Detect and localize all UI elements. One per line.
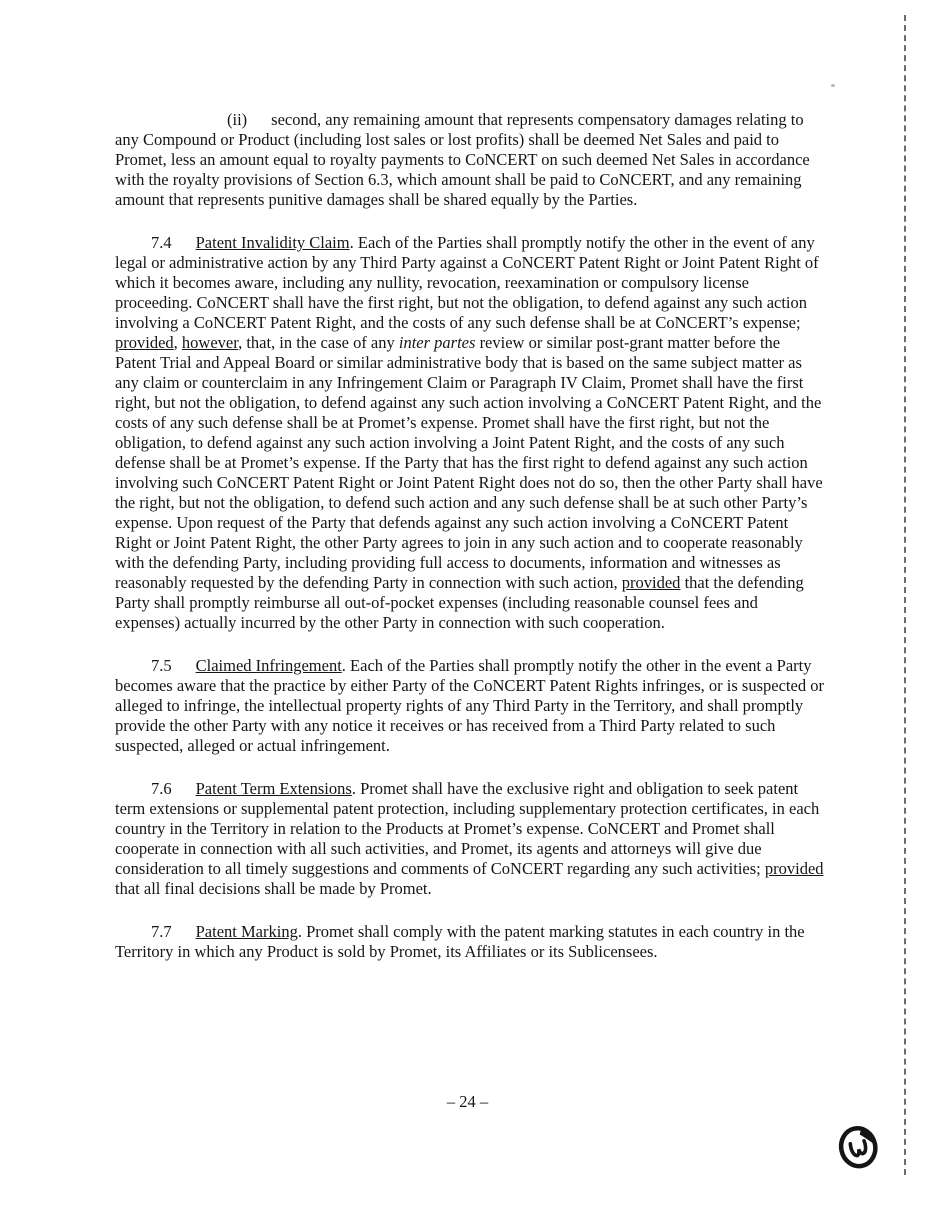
paragraph-clause-ii: (ii) second, any remaining amount that represents compensatory damages relating to any Compound or Product (including lost sales or lost profits) shall be deemed Net Sales and paid to Promet, less an amount equal to royalty payments to CoNCERT on such deemed Net Sales in accordance with the royalty provisions of Section 6.3, which amount shall be paid to CoNCERT, and any remaining amount that represents punitive damages shall be shared equally by the Parties. (115, 110, 810, 209)
vertical-scan-line (904, 15, 906, 1175)
paragraph-section-7-6: 7.6 Patent Term Extensions. Promet shall have the exclusive right and obligation to seek patent term extensions or supplemental patent protection, including supplementary protection certificates, in each country in the Territory in relation to the Products at Promet’s expense. CoNCERT and Promet shall cooperate in connection with all such activities, and Promet, its agents and attorneys will give due consideration to all timely suggestions and comments of CoNCERT regarding any such activities; provided that all final decisions shall be made by Promet. (115, 779, 824, 898)
paragraph-section-7-5: 7.5 Claimed Infringement. Each of the Parties shall promptly notify the other in the event a Party becomes aware that the practice by either Party of the CoNCERT Patent Rights infringes, or is suspected or alleged to infringe, the intellectual property rights of any Third Party in the Territory, and shall promptly provide the other Party with any notice it receives or has received from a Third Party related to such suspected, alleged or actual infringement. (115, 656, 824, 755)
page-number: – 24 – (446, 1092, 489, 1111)
document-text-block (115, 110, 825, 985)
small-scan-speck (831, 84, 835, 87)
circled-w-stamp-icon (831, 1118, 887, 1174)
paragraph-section-7-7: 7.7 Patent Marking. Promet shall comply with the patent marking statutes in each country in the Territory in which any Product is sold by Promet, its Affiliates or its Sublicensees. (115, 922, 805, 961)
paragraph-section-7-4: 7.4 Patent Invalidity Claim. Each of the Parties shall promptly notify the other in the event of any legal or administrative action by any Third Party against a CoNCERT Patent Right or Joint Patent Right of which it becomes aware, including any nullity, revocation, reexamination or compulsory license proceeding. CoNCERT shall have the first right, but not the obligation, to defend against any such action involving a CoNCERT Patent Right, and the costs of any such defense shall be at CoNCERT’s expense; provided, however, that, in the case of any inter partes review or similar post-grant matter before the Patent Trial and Appeal Board or similar administrative body that is based on the same subject matter as any claim or counterclaim in any Infringement Claim or Paragraph IV Claim, Promet shall have the first right, but not the obligation, to defend against any such action involving a CoNCERT Patent Right, and the costs of any such defense shall be at Promet’s expense. Promet shall have the first right, but not the obligation, to defend against any such action involving a Joint Patent Right, and the costs of any such defense shall be at Promet’s expense. If the Party that has the first right to defend against any such action involving such CoNCERT Patent Right or Joint Patent Right does not do so, then the other Party shall have the right, but not the obligation, to defend such action and any such defense shall be at such other Party’s expense. Upon request of the Party that defends against any such action involving a CoNCERT Patent Right or Joint Patent Right, the other Party agrees to join in any such action and to cooperate reasonably with the defending Party, including providing full access to documents, information and witnesses as reasonably requested by the defending Party in connection with such action, provided that the defending Party shall promptly reimburse all out-of-pocket expenses (including reasonable counsel fees and expenses) actually incurred by the other Party in connection with such cooperation. (115, 233, 823, 632)
